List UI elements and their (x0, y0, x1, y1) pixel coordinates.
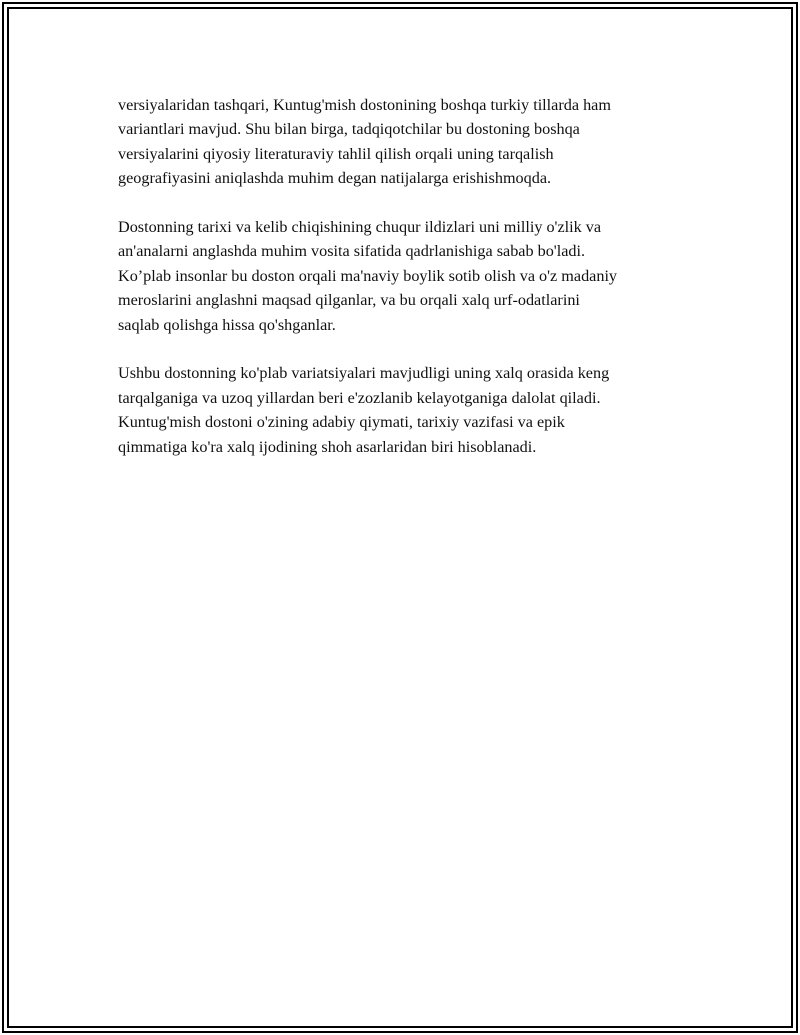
text-line: versiyalarini qiyosiy literaturaviy tahlil qilish orqali uning tarqalish (118, 144, 554, 163)
text-line: saqlab qolishga hissa qo'shganlar. (118, 315, 336, 334)
paragraph-1 (118, 93, 698, 191)
document-body (118, 93, 698, 483)
text-line: tarqalganiga va uzoq yillardan beri e'zozlanib kelayotganiga dalolat qiladi. (118, 388, 601, 407)
text-line: meroslarini anglashni maqsad qilganlar, va bu orqali xalq urf-odatlarini (118, 291, 580, 310)
text-line: qimmatiga ko'ra xalq ijodining shoh asarlaridan biri hisoblanadi. (118, 437, 537, 456)
text-line: versiyalaridan tashqari, Kuntug'mish dostonining boshqa turkiy tillarda ham (118, 96, 611, 114)
text-line: an'analarni anglashda muhim vosita sifatida qadrlanishiga sabab bo'ladi. (118, 242, 586, 261)
text-line: Dostonning tarixi va kelib chiqishining chuqur ildizlari uni milliy o'zlik va (118, 218, 602, 237)
text-line: Ko’plab insonlar bu doston orqali ma'naviy boylik sotib olish va o'z madaniy (118, 266, 618, 285)
paragraph-3 (118, 361, 698, 459)
text-line: Ushbu dostonning ko'plab variatsiyalari mavjudligi uning xalq orasida keng (118, 364, 610, 383)
text-line: geografiyasini aniqlashda muhim degan natijalarga erishishmoqda. (118, 169, 552, 188)
paragraph-2 (118, 215, 698, 337)
text-line: Kuntug'mish dostoni o'zining adabiy qiymati, tarixiy vazifasi va epik (118, 413, 565, 432)
text-line: variantlari mavjud. Shu bilan birga, tadqiqotchilar bu dostoning boshqa (118, 120, 580, 139)
